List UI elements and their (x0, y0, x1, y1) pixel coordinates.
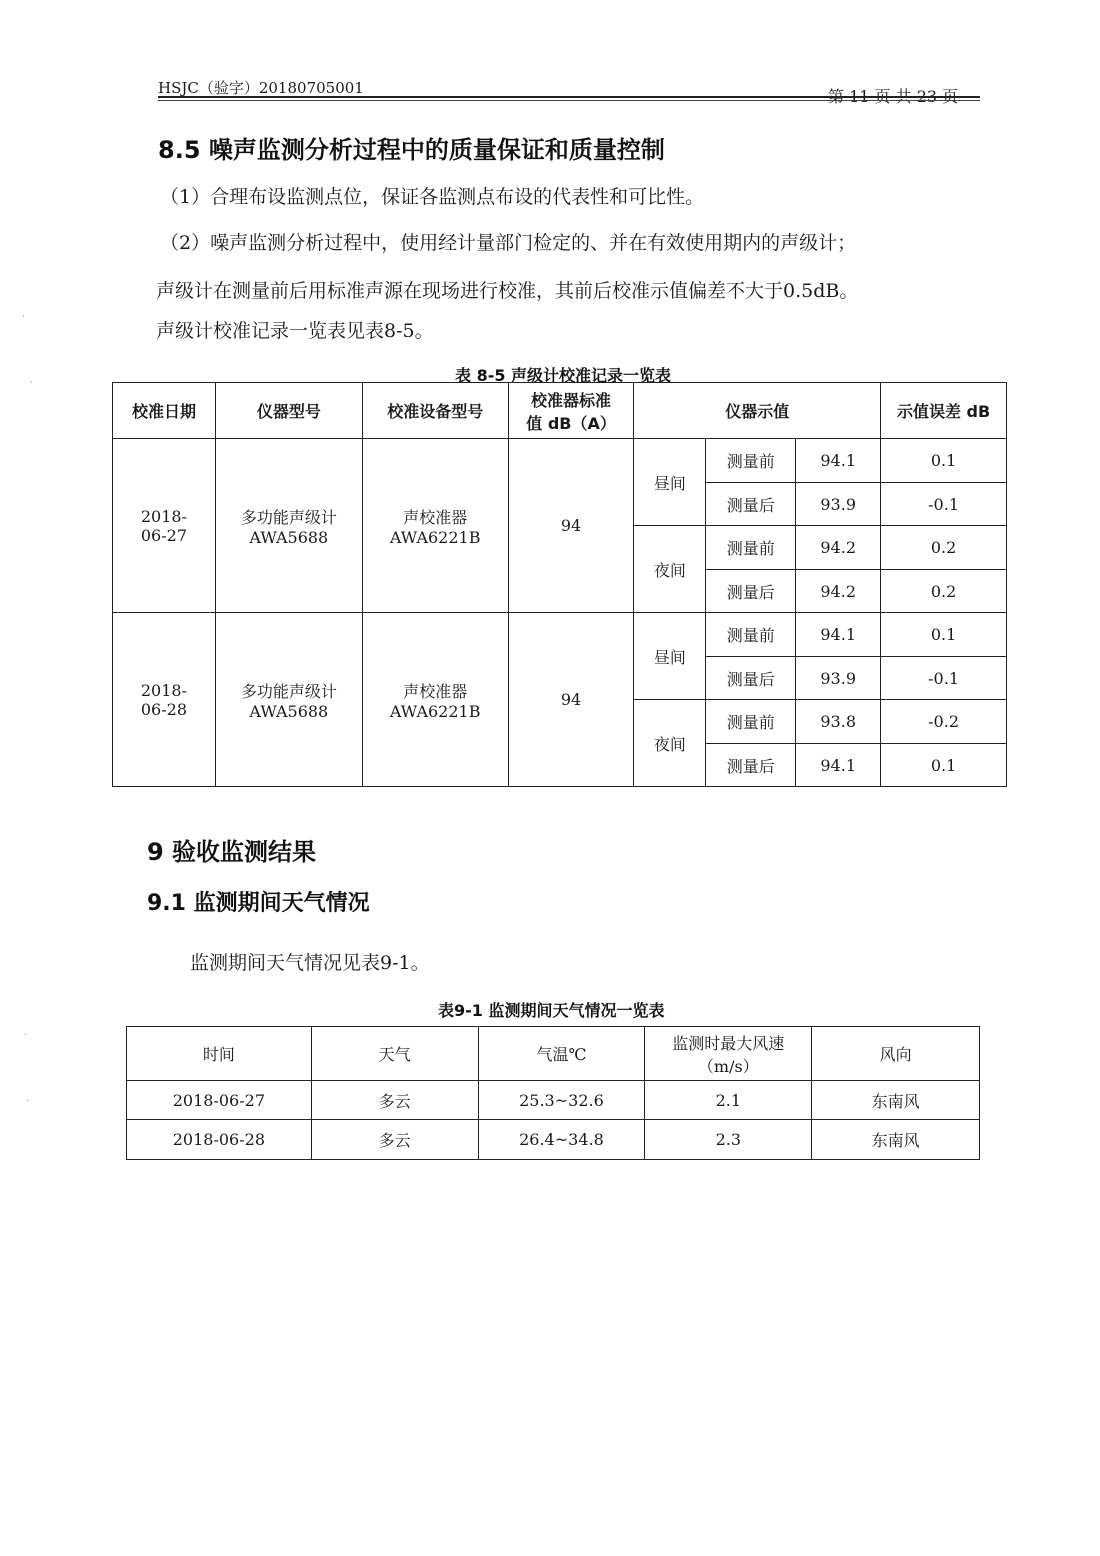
cell-date (113, 439, 216, 613)
cell-value: 94.1 (796, 744, 881, 787)
cal-line2: AWA6221B (389, 527, 481, 547)
cell-error: 0.1 (881, 613, 1007, 657)
date-line1: 2018- (140, 680, 187, 700)
model-line1: 多功能声级计 (240, 507, 337, 527)
wind-header-line1: 监测时最大风速 (672, 1033, 785, 1053)
cell-error: 0.2 (881, 570, 1007, 613)
table-8-5-caption: 表 8-5 声级计校准记录一览表 (455, 366, 672, 385)
header-reading: 仪器示值 (634, 383, 881, 439)
cell-period: 昼间 (634, 613, 706, 700)
table-header-row (127, 1027, 980, 1081)
cell-error: 0.1 (881, 744, 1007, 787)
cell-time: 2018-06-27 (127, 1081, 312, 1120)
cell-value: 93.8 (796, 700, 881, 744)
header-model: 仪器型号 (215, 383, 362, 439)
cell-wind: 2.1 (645, 1081, 812, 1120)
cell-error: 0.2 (881, 526, 1007, 570)
cell-error: 0.1 (881, 439, 1007, 483)
scan-artifact: · (26, 1096, 30, 1107)
document-number: HSJC（验字）20180705001 (158, 79, 364, 97)
header-rule-thin (158, 100, 980, 101)
table-header-row (113, 383, 1007, 439)
cell-std: 94 (508, 439, 634, 613)
header-temp: 气温℃ (478, 1027, 645, 1081)
scan-artifact: · (22, 312, 26, 323)
header-date: 校准日期 (113, 383, 216, 439)
cell-period: 夜间 (634, 526, 706, 613)
cell-cal-model (362, 613, 508, 787)
section-9-1-paragraph: 监测期间天气情况见表9-1。 (190, 952, 430, 974)
cell-model (215, 613, 362, 787)
cell-period: 夜间 (634, 700, 706, 787)
date-line2: 06-27 (140, 525, 187, 545)
header-wind-speed (645, 1027, 812, 1081)
date-line1: 2018- (140, 506, 187, 526)
wind-header-line2: （m/s） (697, 1056, 759, 1076)
model-line2: AWA5688 (249, 701, 329, 721)
cell-error: -0.1 (881, 657, 1007, 700)
table-row (113, 613, 1007, 657)
header-cal-model: 校准设备型号 (362, 383, 508, 439)
cell-std: 94 (508, 613, 634, 787)
cell-phase: 测量前 (706, 613, 796, 657)
cell-phase: 测量后 (706, 570, 796, 613)
cell-phase: 测量前 (706, 700, 796, 744)
header-std-value-line2: 值 dB（A） (526, 413, 616, 433)
scan-artifact: · (24, 1030, 28, 1041)
header-error: 示值误差 dB (881, 383, 1007, 439)
cell-value: 94.2 (796, 570, 881, 613)
table-9-1-caption: 表9-1 监测期间天气情况一览表 (438, 1001, 665, 1020)
cell-wind: 2.3 (645, 1120, 812, 1160)
header-wind-direction: 风向 (812, 1027, 980, 1081)
cell-direction: 东南风 (812, 1120, 980, 1160)
cell-temp: 25.3~32.6 (478, 1081, 645, 1120)
cell-value: 94.2 (796, 526, 881, 570)
cell-time: 2018-06-28 (127, 1120, 312, 1160)
table-row (127, 1081, 980, 1120)
cal-line1: 声校准器 (403, 681, 468, 701)
cell-weather: 多云 (311, 1120, 478, 1160)
paragraph-3: 声级计在测量前后用标准声源在现场进行校准，其前后校准示值偏差不大于0.5dB。 (156, 280, 859, 302)
paragraph-2: （2）噪声监测分析过程中，使用经计量部门检定的、并在有效使用期内的声级计； (160, 232, 857, 254)
scan-artifact: · (30, 378, 34, 389)
cell-value: 94.1 (796, 613, 881, 657)
cell-cal-model (362, 439, 508, 613)
cell-date (113, 613, 216, 787)
model-line1: 多功能声级计 (240, 681, 337, 701)
section-9-title: 9 验收监测结果 (147, 838, 317, 866)
weather-table (126, 1026, 980, 1160)
header-std-value-line1: 校准器标准 (531, 390, 612, 410)
table-row (127, 1120, 980, 1160)
header-weather: 天气 (311, 1027, 478, 1081)
cell-error: -0.1 (881, 483, 1007, 526)
header-rule (158, 96, 980, 98)
model-line2: AWA5688 (249, 527, 329, 547)
page-indicator: 第 11 页 共 23 页 (828, 87, 959, 106)
paragraph-1: （1）合理布设监测点位，保证各监测点布设的代表性和可比性。 (160, 186, 705, 208)
cell-phase: 测量前 (706, 526, 796, 570)
cell-phase: 测量前 (706, 439, 796, 483)
cell-phase: 测量后 (706, 744, 796, 787)
cell-error: -0.2 (881, 700, 1007, 744)
cell-model (215, 439, 362, 613)
cell-phase: 测量后 (706, 483, 796, 526)
cell-temp: 26.4~34.8 (478, 1120, 645, 1160)
cell-value: 93.9 (796, 483, 881, 526)
cell-direction: 东南风 (812, 1081, 980, 1120)
cell-phase: 测量后 (706, 657, 796, 700)
cell-weather: 多云 (311, 1081, 478, 1120)
cell-period: 昼间 (634, 439, 706, 526)
cell-value: 94.1 (796, 439, 881, 483)
cell-value: 93.9 (796, 657, 881, 700)
table-row (113, 439, 1007, 483)
date-line2: 06-28 (140, 699, 187, 719)
header-time: 时间 (127, 1027, 312, 1081)
paragraph-4: 声级计校准记录一览表见表8-5。 (156, 320, 434, 342)
calibration-table (112, 382, 1007, 787)
cal-line1: 声校准器 (403, 507, 468, 527)
section-9-1-title: 9.1 监测期间天气情况 (147, 891, 370, 916)
section-8-5-title: 8.5 噪声监测分析过程中的质量保证和质量控制 (158, 136, 665, 164)
cal-line2: AWA6221B (389, 701, 481, 721)
header-std-value (508, 383, 634, 439)
